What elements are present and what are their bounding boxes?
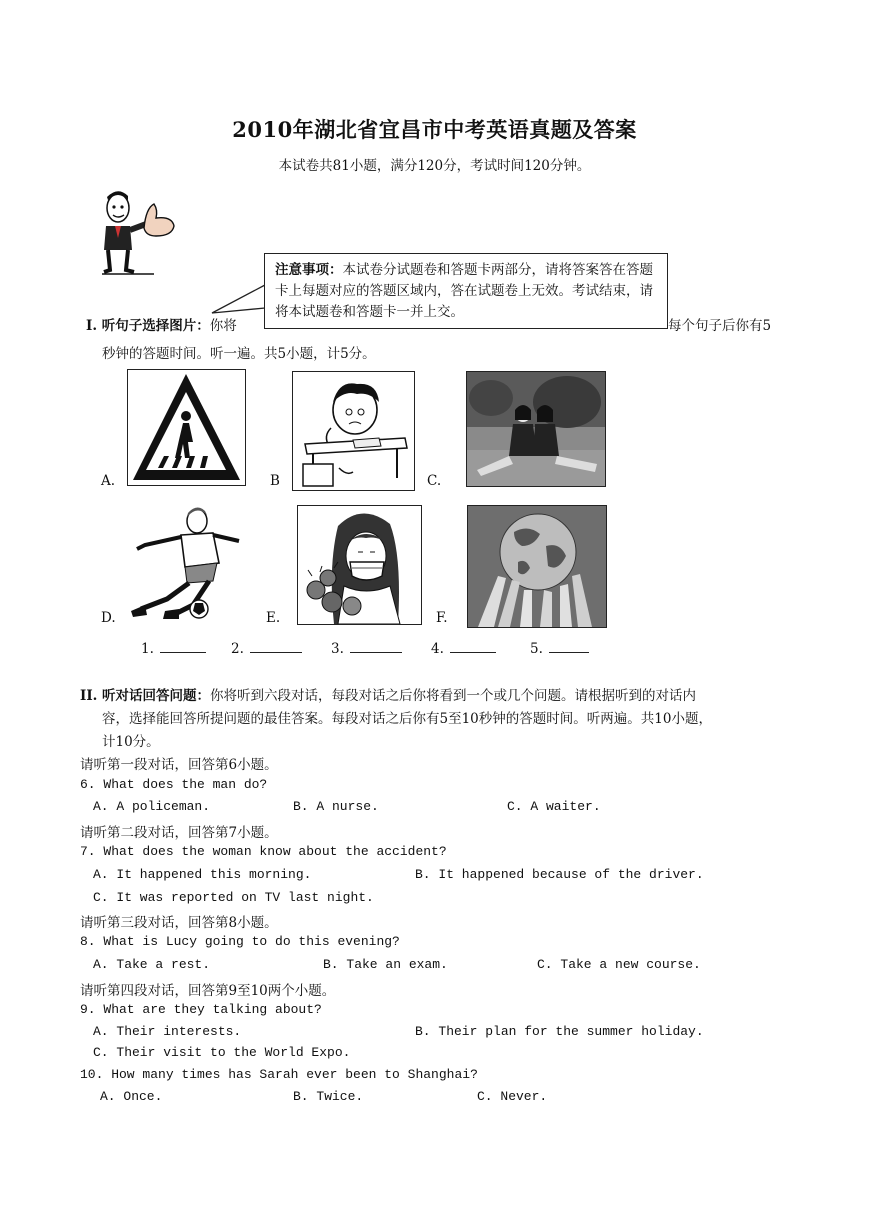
q10-option-b[interactable]: B. Twice. [293, 1089, 364, 1104]
question-9: 9. What are they talking about? [80, 1002, 322, 1017]
picture-label-e: E. [266, 610, 281, 626]
picture-label-b: B [270, 473, 280, 489]
soccer-player-icon [127, 505, 245, 623]
q10-option-c[interactable]: C. Never. [477, 1089, 548, 1104]
question-10: 10. How many times has Sarah ever been to Shanghai? [80, 1067, 478, 1082]
instruction-dialogue-3: 请听第三段对话，回答第8小题。 [80, 915, 278, 931]
blank-line [160, 640, 206, 653]
exam-info: 本试卷共81小题，满分120分，考试时间120分钟。 [278, 158, 591, 174]
q7-option-c[interactable]: C. It was reported on TV last night. [93, 890, 374, 905]
hands-holding-globe-icon [468, 506, 606, 627]
two-girls-photo-icon [467, 372, 605, 486]
answer-blank-5[interactable] [530, 640, 589, 657]
section2-intro-3: 计10分。 [102, 734, 160, 750]
picture-label-d: D. [101, 610, 116, 626]
section2-heading: II. 听对话回答问题： [80, 688, 211, 704]
instruction-dialogue-4: 请听第四段对话，回答第9至10两个小题。 [80, 983, 336, 999]
q8-option-c[interactable]: C. Take a new course. [537, 957, 701, 972]
section1-text-left: 你将 [209, 318, 237, 334]
picture-f [467, 505, 607, 628]
section1-heading: I. 听句子选择图片： [86, 318, 210, 334]
picture-a [127, 369, 246, 486]
picture-c [466, 371, 606, 487]
q6-option-b[interactable]: B. A nurse. [293, 799, 379, 814]
picture-d [127, 505, 245, 623]
blank-number: 1. [141, 641, 154, 657]
answer-blank-4[interactable] [431, 640, 496, 657]
q6-option-a[interactable]: A. A policeman. [93, 799, 211, 814]
presenter-man-icon [98, 190, 178, 276]
blank-line [549, 640, 589, 653]
question-8: 8. What is Lucy going to do this evening? [80, 934, 400, 949]
q6-option-c[interactable]: C. A waiter. [507, 799, 601, 814]
notice-text: 本试卷分试题卷和答题卡两部分，请将答案答在答题卡上每题对应的答题区域内，答在试题卷上无效。考试结束，请将本试题卷和答题卡一并上交。 [275, 262, 653, 320]
picture-e [297, 505, 422, 625]
q9-option-b[interactable]: B. Their plan for the summer holiday. [415, 1024, 704, 1039]
q8-option-b[interactable]: B. Take an exam. [323, 957, 448, 972]
answer-blank-2[interactable] [231, 640, 302, 657]
blank-line [350, 640, 402, 653]
q7-option-b[interactable]: B. It happened because of the driver. [415, 867, 704, 882]
picture-label-f: F. [436, 610, 448, 626]
answer-blank-1[interactable] [141, 640, 206, 657]
q9-option-a[interactable]: A. Their interests. [93, 1024, 242, 1039]
answer-blank-3[interactable] [331, 640, 402, 657]
blank-number: 2. [231, 641, 244, 657]
question-7: 7. What does the woman know about the accident? [80, 844, 447, 859]
section1-text-line2: 秒钟的答题时间。听一遍。共5小题，计5分。 [102, 346, 376, 362]
section1-text-right: 每个句子后你有5 [668, 318, 772, 334]
q7-option-a[interactable]: A. It happened this morning. [93, 867, 312, 882]
picture-label-c: C. [427, 473, 442, 489]
page-title: 2010年湖北省宜昌市中考英语真题及答案 [232, 117, 637, 142]
pedestrian-crossing-sign-icon [128, 370, 245, 485]
picture-label-a: A. [101, 473, 116, 489]
picture-b [292, 371, 415, 491]
blank-line [250, 640, 302, 653]
section2-heading-line [80, 684, 696, 704]
notice-label: 注意事项： [275, 262, 343, 278]
section1-heading-line [86, 314, 237, 334]
blank-number: 3. [331, 641, 344, 657]
blank-number: 5. [530, 641, 543, 657]
section2-intro-1: 你将听到六段对话，每段对话之后你将看到一个或几个问题。请根据听到的对话内 [210, 688, 697, 704]
blank-line [450, 640, 496, 653]
instruction-dialogue-2: 请听第二段对话，回答第7小题。 [80, 825, 278, 841]
masked-girl-icon [298, 506, 421, 624]
section2-intro-2: 容，选择能回答所提问题的最佳答案。每段对话之后你有5至10秒钟的答题时间。听两遍。共10小题， [102, 711, 712, 727]
q8-option-a[interactable]: A. Take a rest. [93, 957, 211, 972]
student-at-desk-icon [293, 372, 414, 490]
blank-number: 4. [431, 641, 444, 657]
notice-box [264, 253, 668, 329]
q9-option-c[interactable]: C. Their visit to the World Expo. [93, 1045, 351, 1060]
question-6: 6. What does the man do? [80, 777, 268, 792]
instruction-dialogue-1: 请听第一段对话，回答第6小题。 [80, 757, 278, 773]
q10-option-a[interactable]: A. Once. [100, 1089, 163, 1104]
